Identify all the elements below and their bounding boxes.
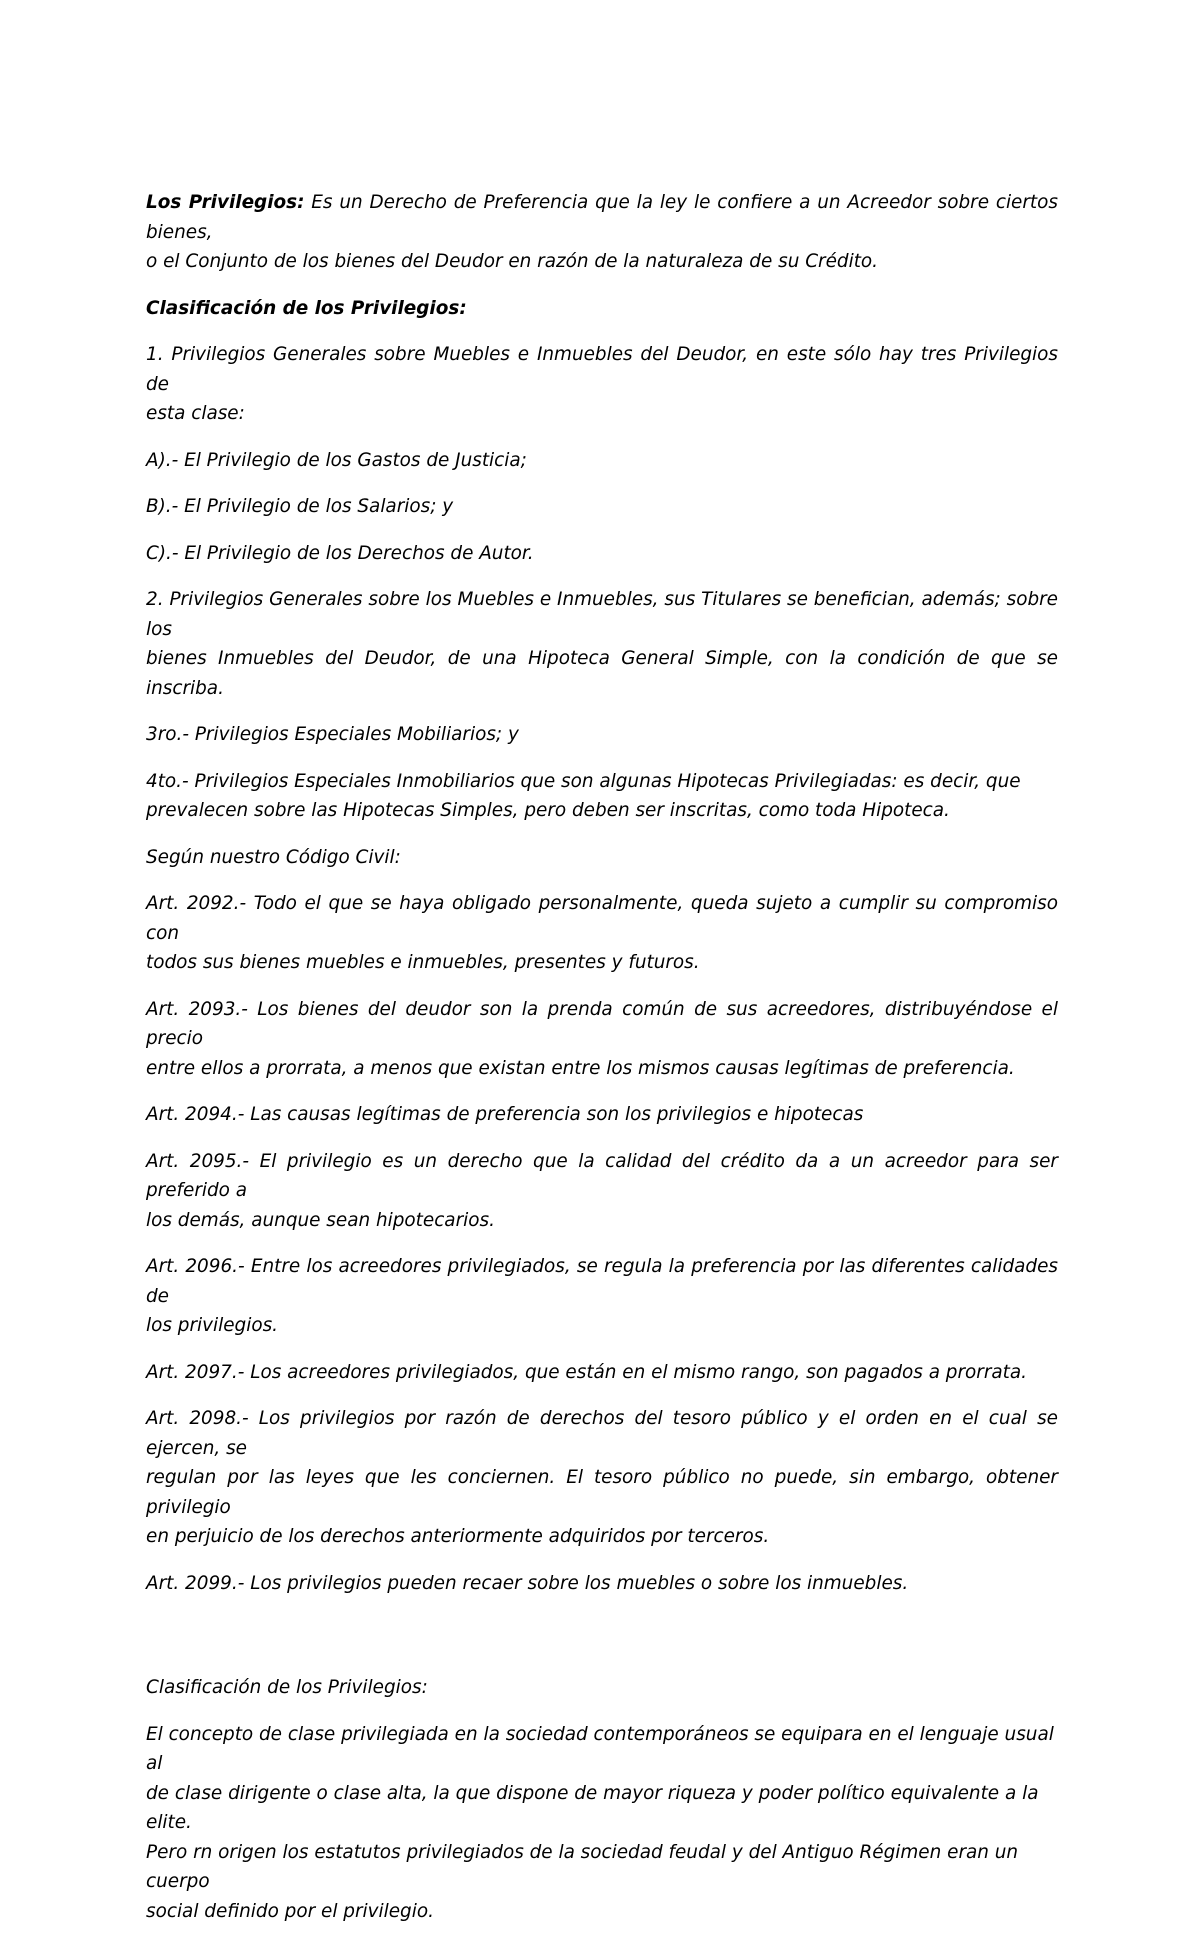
article-line: regulan por las leyes que les conciernen. El tesoro público no puede, sin embargo, obtener privilegio: [146, 1467, 1058, 1518]
point-2-line-1: Privilegios Generales sobre los Muebles e Inmuebles, sus Titulares se benefician, además; sobre los: [146, 589, 1058, 640]
item-b: B).- El Privilegio de los Salarios; y: [146, 496, 454, 517]
closing-line: de clase dirigente o clase alta, la que dispone de mayor riqueza y poder político equivalente a la elite.: [146, 1782, 1039, 1833]
article-paragraph: [146, 1252, 1058, 1341]
article-paragraph: [146, 1147, 1058, 1236]
article-line: Los bienes del deudor son la prenda común de sus acreedores, distribuyéndose el precio: [146, 998, 1058, 1049]
document-page: [146, 188, 1058, 1943]
article-number: Art. 2092.-: [146, 893, 247, 914]
article-paragraph: [146, 1569, 1058, 1599]
point-2-line-2: bienes Inmuebles del Deudor, de una Hipoteca General Simple, con la condición de que se inscriba.: [146, 648, 1058, 699]
article-paragraph: [146, 889, 1058, 978]
point-2: [146, 585, 1058, 703]
intro-paragraph: [146, 188, 1058, 277]
article-line: los privilegios.: [146, 1315, 279, 1336]
point-4: [146, 767, 1058, 826]
article-line: Los privilegios pueden recaer sobre los muebles o sobre los inmuebles.: [250, 1572, 909, 1594]
item-c: C).- El Privilegio de los Derechos de Autor.: [146, 542, 534, 564]
point-3: 3ro.- Privilegios Especiales Mobiliarios; y: [146, 724, 519, 745]
article-line: los demás, aunque sean hipotecarios.: [146, 1209, 495, 1231]
article-line: Los acreedores privilegiados, que están en el mismo rango, son pagados a prorrata.: [250, 1361, 1028, 1383]
article-paragraph: [146, 995, 1058, 1084]
article-number: Art. 2095.-: [146, 1150, 250, 1172]
article-number: Art. 2096.-: [146, 1256, 245, 1277]
closing-line: social definido por el privilegio.: [146, 1900, 434, 1922]
item-a: A).- El Privilegio de los Gastos de Justicia;: [146, 449, 527, 471]
closing-line: Pero rn origen los estatutos privilegiados de la sociedad feudal y del Antiguo Régimen eran un cuerpo: [146, 1841, 1019, 1892]
second-heading: Clasificación de los Privilegios:: [146, 1677, 428, 1698]
point-1-line-1: Privilegios Generales sobre Muebles e Inmuebles del Deudor, en este sólo hay tres Privilegios de: [146, 344, 1058, 395]
point-1-number: 1.: [146, 344, 164, 365]
classification-heading: Clasificación de los Privilegios:: [146, 297, 467, 319]
article-number: Art. 2097.-: [146, 1361, 245, 1383]
article-line: Las causas legítimas de preferencia son los privilegios e hipotecas: [250, 1104, 864, 1125]
closing-paragraph: [146, 1720, 1058, 1927]
article-line: Entre los acreedores privilegiados, se regula la preferencia por las diferentes calidades de: [146, 1256, 1058, 1307]
article-number: Art. 2098.-: [146, 1408, 249, 1429]
article-paragraph: [146, 1100, 1058, 1130]
closing-line: El concepto de clase privilegiada en la sociedad contemporáneos se equipara en el lenguaje usual al: [146, 1723, 1054, 1774]
article-line: Todo el que se haya obligado personalmente, queda sujeto a cumplir su compromiso con: [146, 893, 1058, 944]
article-paragraph: [146, 1404, 1058, 1552]
article-line: en perjuicio de los derechos anteriormente adquiridos por terceros.: [146, 1526, 770, 1547]
article-number: Art. 2099.-: [146, 1572, 245, 1594]
article-number: Art. 2093.-: [146, 998, 248, 1020]
point-1: [146, 340, 1058, 429]
intro-term: Los Privilegios:: [146, 192, 305, 213]
article-line: El privilegio es un derecho que la calidad del crédito da a un acreedor para ser preferido a: [146, 1150, 1058, 1201]
point-4-line-1: 4to.- Privilegios Especiales Inmobiliarios que son algunas Hipotecas Privilegiadas: es decir, que: [146, 770, 1021, 792]
articles-list: [146, 889, 1058, 1598]
point-2-number: 2.: [146, 589, 164, 610]
intro-line-1: Es un Derecho de Preferencia que la ley le confiere a un Acreedor sobre ciertos bienes,: [146, 192, 1058, 243]
intro-line-2: o el Conjunto de los bienes del Deudor en razón de la naturaleza de su Crédito.: [146, 251, 879, 272]
article-line: todos sus bienes muebles e inmuebles, presentes y futuros.: [146, 952, 700, 973]
section-gap: [146, 1615, 1058, 1673]
article-line: Los privilegios por razón de derechos del tesoro público y el orden en el cual se ejercen, se: [146, 1408, 1058, 1459]
point-1-line-2: esta clase:: [146, 403, 245, 424]
civil-code-heading: Según nuestro Código Civil:: [146, 846, 401, 868]
article-line: entre ellos a prorrata, a menos que existan entre los mismos causas legítimas de preferencia.: [146, 1057, 1015, 1079]
article-paragraph: [146, 1358, 1058, 1388]
point-4-line-2: prevalecen sobre las Hipotecas Simples, pero deben ser inscritas, como toda Hipoteca.: [146, 800, 950, 821]
article-number: Art. 2094.-: [146, 1104, 245, 1125]
